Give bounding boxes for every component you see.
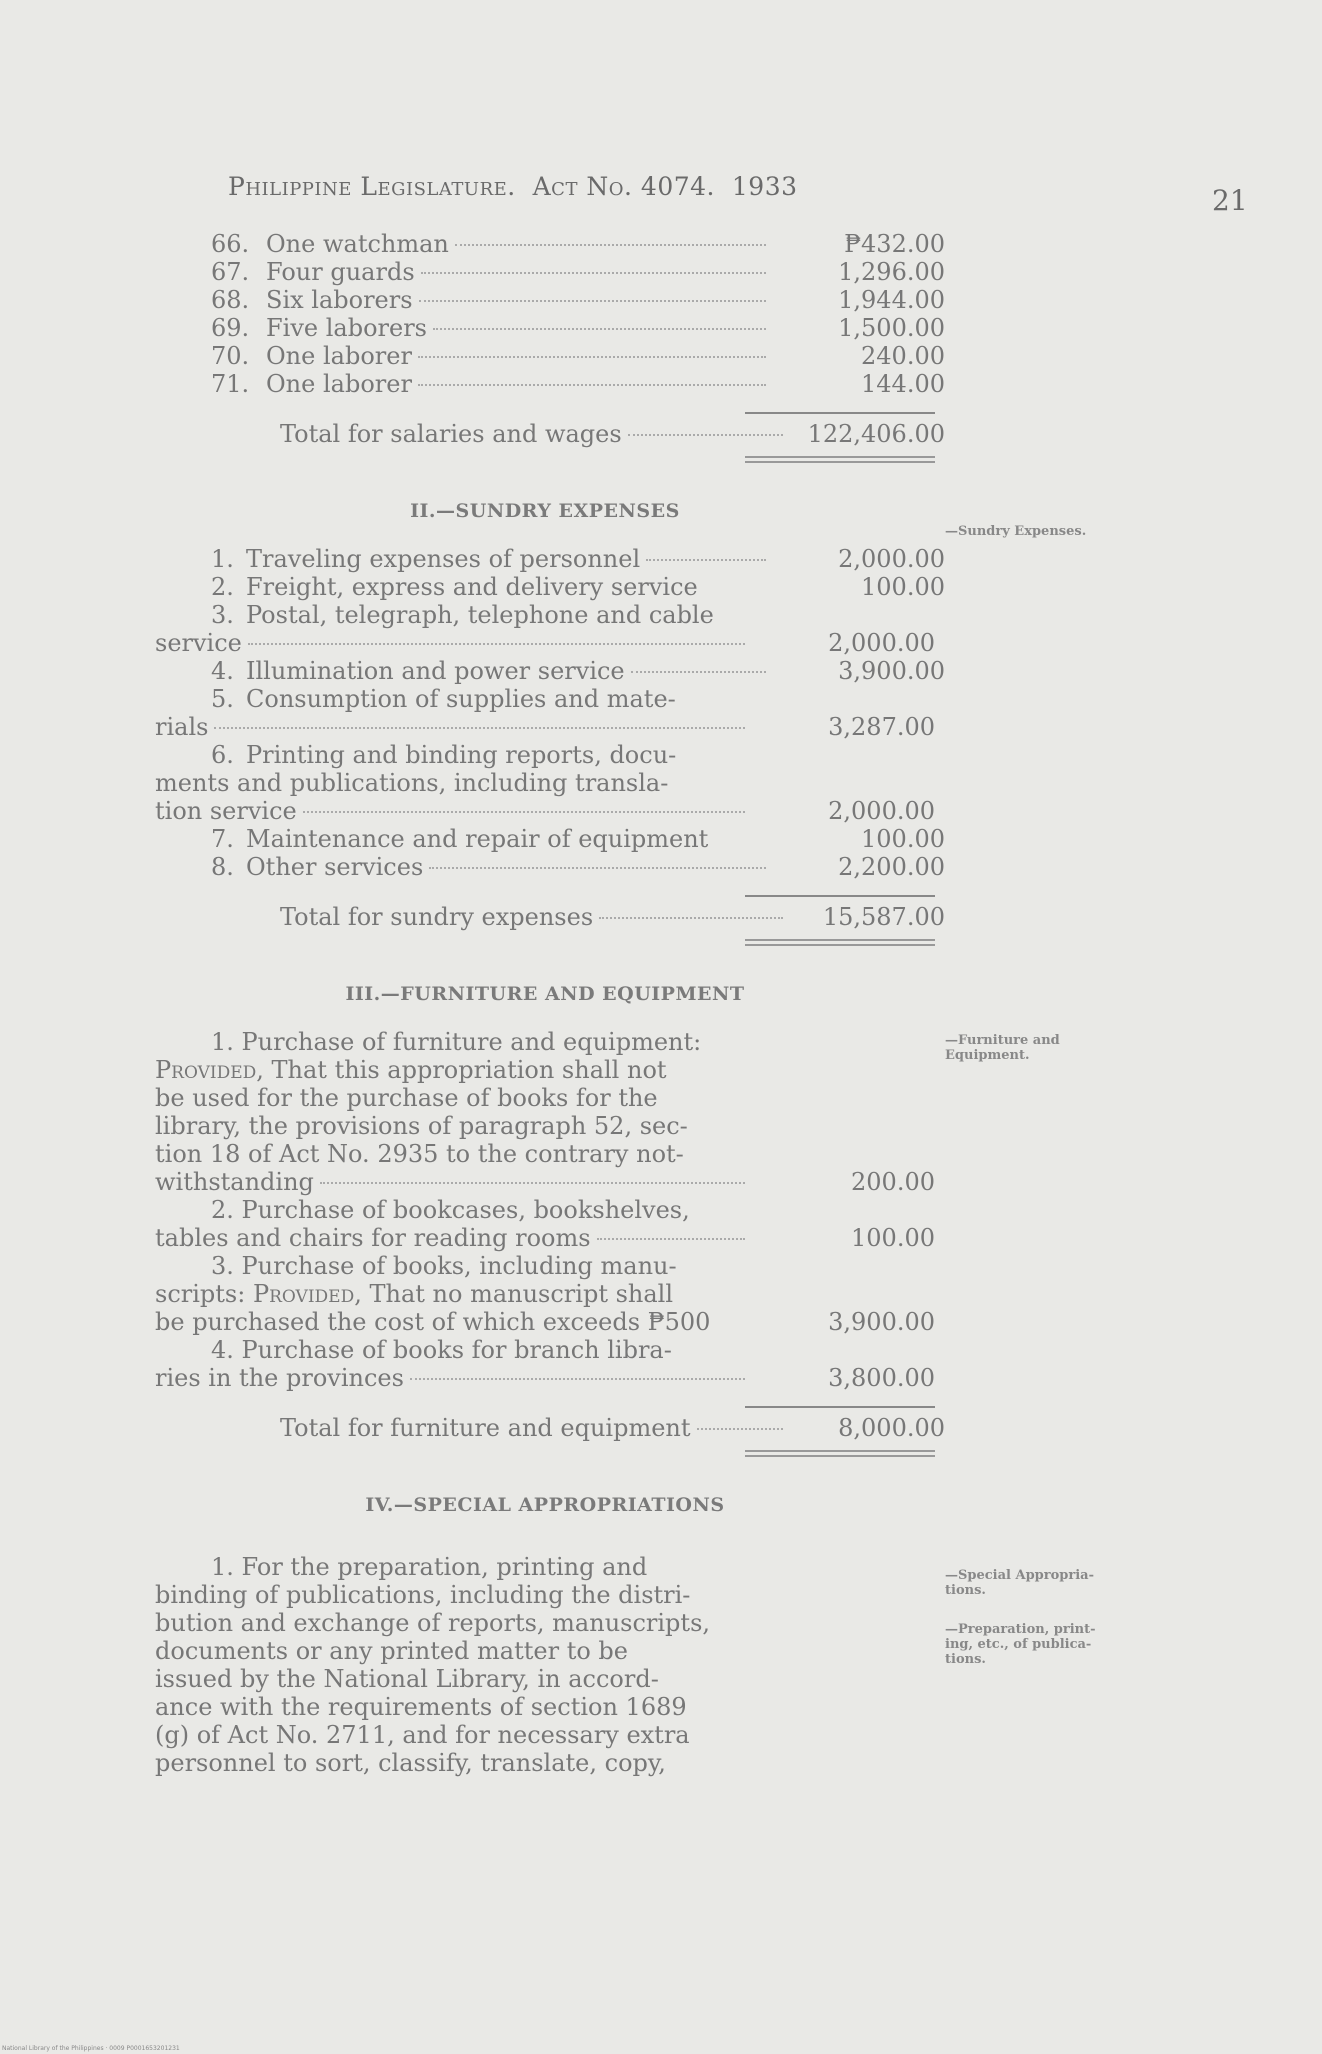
- amount: 1,500.00: [838, 314, 945, 342]
- amount: 1,296.00: [838, 258, 945, 286]
- list-item: 1. Traveling expenses of personnel 2,000.00: [211, 545, 945, 573]
- paragraph-line: (g) of Act No. 2711, and for necessary extra: [155, 1721, 690, 1749]
- total-row: Total for salaries and wages 122,406.00: [280, 420, 945, 448]
- amount: 100.00: [861, 573, 945, 601]
- list-item: 4. Illumination and power service 3,900.00: [211, 657, 945, 685]
- amount: 2,000.00: [828, 797, 935, 825]
- list-item: 2. Freight, express and delivery service 100.00: [211, 573, 945, 601]
- list-item-continued: service 2,000.00: [155, 629, 935, 657]
- section-title-special: IV.—SPECIAL APPROPRIATIONS: [365, 1494, 725, 1516]
- double-rule: [745, 939, 935, 946]
- paragraph-line: 3. Purchase of books, including manu-: [211, 1252, 677, 1280]
- list-item: 71. One laborer 144.00: [211, 370, 945, 398]
- margin-note-furniture: —Furniture and Equipment.: [945, 1033, 1060, 1063]
- header-act: Act No. 4074.: [532, 172, 715, 201]
- salaries-list: [155, 230, 945, 398]
- total-rule: [745, 1406, 935, 1408]
- section-title-furniture: III.—FURNITURE AND EQUIPMENT: [345, 983, 745, 1005]
- list-item: 7. Maintenance and repair of equipment 100.00: [211, 825, 945, 853]
- paragraph-line: ance with the requirements of section 1689: [155, 1693, 687, 1721]
- list-item: 5. Consumption of supplies and mate-: [211, 685, 676, 713]
- total-amount: 15,587.00: [822, 903, 945, 931]
- list-item-continued: ments and publications, including transla-: [155, 769, 669, 797]
- scan-footer: National Library of the Philippines · 0009 P0001653201231: [2, 2045, 180, 2052]
- paragraph-line: binding of publications, including the distri-: [155, 1581, 691, 1609]
- document-body: [155, 230, 945, 1777]
- paragraph-line: 1. Purchase of furniture and equipment:: [211, 1028, 702, 1056]
- list-item: 69. Five laborers 1,500.00: [211, 314, 945, 342]
- amount: ₱432.00: [844, 230, 945, 258]
- sundry-list: [155, 545, 945, 881]
- section-title-sundry: II.—SUNDRY EXPENSES: [410, 500, 680, 522]
- paragraph-line: 2. Purchase of bookcases, bookshelves,: [211, 1196, 690, 1224]
- amount: 240.00: [861, 342, 945, 370]
- paragraph-line: withstanding 200.00: [155, 1168, 935, 1196]
- amount: 144.00: [861, 370, 945, 398]
- paragraph-line: personnel to sort, classify, translate, copy,: [155, 1749, 666, 1777]
- amount: 100.00: [851, 1224, 935, 1252]
- total-rule: [745, 895, 935, 897]
- total-row: Total for furniture and equipment 8,000.00: [280, 1414, 945, 1442]
- paragraph-line: be used for the purchase of books for the: [155, 1084, 658, 1112]
- amount: 3,900.00: [828, 1308, 935, 1336]
- double-rule: [745, 1450, 935, 1457]
- list-item: 70. One laborer 240.00: [211, 342, 945, 370]
- paragraph-line: issued by the National Library, in accord-: [155, 1665, 659, 1693]
- paragraph-line: tables and chairs for reading rooms 100.00: [155, 1224, 935, 1252]
- margin-note-special: —Special Appropria- tions.: [945, 1568, 1094, 1598]
- amount: 3,800.00: [828, 1364, 935, 1392]
- special-paragraph: [155, 1553, 945, 1777]
- list-item: 6. Printing and binding reports, docu-: [211, 741, 677, 769]
- paragraph-line: library, the provisions of paragraph 52, sec-: [155, 1112, 688, 1140]
- list-item: 8. Other services 2,200.00: [211, 853, 945, 881]
- paragraph-line: ries in the provinces 3,800.00: [155, 1364, 935, 1392]
- list-item-continued: rials 3,287.00: [155, 713, 935, 741]
- paragraph-line: Provided, That this appropriation shall not: [155, 1056, 667, 1084]
- amount: 3,900.00: [838, 657, 945, 685]
- paragraph-line: scripts: Provided, That no manuscript shall: [155, 1280, 674, 1308]
- amount: 3,287.00: [828, 713, 935, 741]
- margin-note-preparation: —Preparation, print- ing, etc., of publica- tions.: [945, 1622, 1096, 1667]
- list-item: 67. Four guards 1,296.00: [211, 258, 945, 286]
- list-item-continued: tion service 2,000.00: [155, 797, 935, 825]
- amount: 2,000.00: [838, 545, 945, 573]
- amount: 1,944.00: [838, 286, 945, 314]
- header-year: 1933: [731, 172, 798, 201]
- amount: 200.00: [851, 1168, 935, 1196]
- header-title: Philippine Legislature.: [228, 172, 516, 201]
- paragraph-line: 1. For the preparation, printing and: [211, 1553, 648, 1581]
- margin-note-sundry: —Sundry Expenses.: [945, 524, 1087, 539]
- total-amount: 8,000.00: [838, 1414, 945, 1442]
- running-header: [228, 172, 798, 201]
- amount: 2,200.00: [838, 853, 945, 881]
- total-rule: [745, 412, 935, 414]
- double-rule: [745, 456, 935, 463]
- paragraph-line: 4. Purchase of books for branch libra-: [211, 1336, 672, 1364]
- list-item: 68. Six laborers 1,944.00: [211, 286, 945, 314]
- list-item: 3. Postal, telegraph, telephone and cable: [211, 601, 714, 629]
- page-number: 21: [1212, 184, 1248, 217]
- amount: 100.00: [861, 825, 945, 853]
- amount: 2,000.00: [828, 629, 935, 657]
- paragraph-line: bution and exchange of reports, manuscripts,: [155, 1609, 711, 1637]
- paragraph-line: be purchased the cost of which exceeds ₱500 3,900.00: [155, 1308, 935, 1336]
- total-row: Total for sundry expenses 15,587.00: [280, 903, 945, 931]
- paragraph-line: documents or any printed matter to be: [155, 1637, 628, 1665]
- paragraph-line: tion 18 of Act No. 2935 to the contrary not-: [155, 1140, 684, 1168]
- furniture-list: [155, 1028, 945, 1392]
- total-amount: 122,406.00: [807, 420, 945, 448]
- list-item: 66. One watchman ₱432.00: [211, 230, 945, 258]
